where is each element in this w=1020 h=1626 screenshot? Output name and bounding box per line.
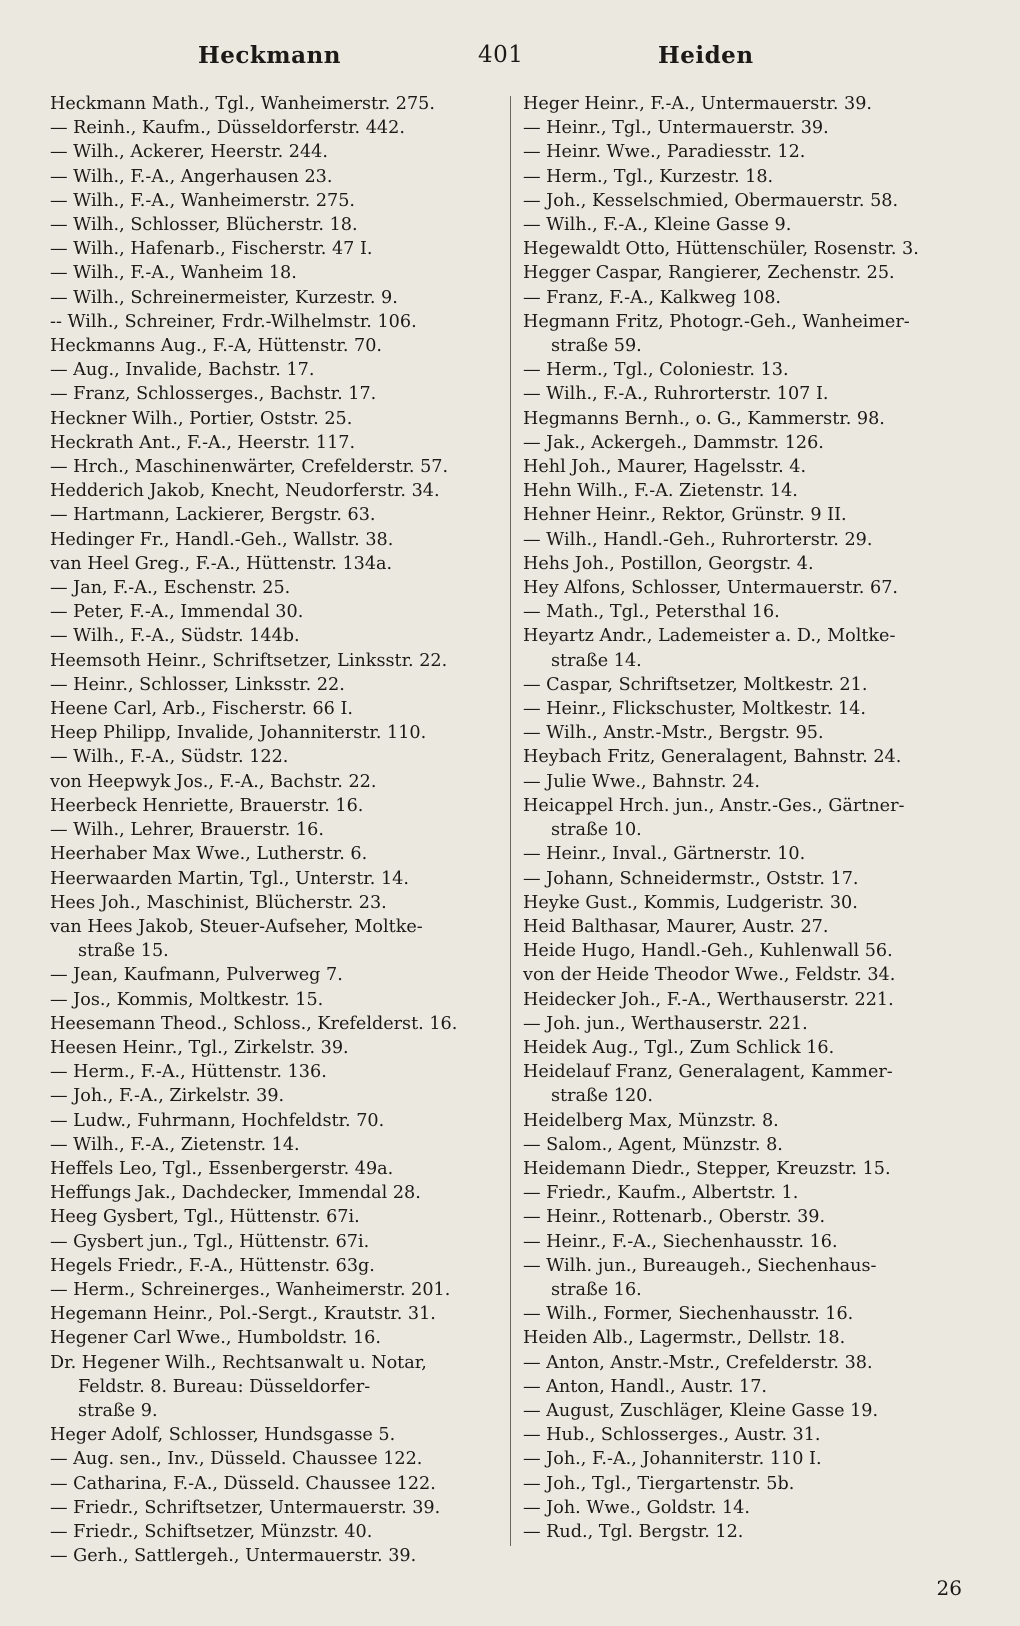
header-left-keyword: Heckmann: [198, 42, 341, 69]
directory-entry: — Herm., Tgl., Kurzestr. 18.: [523, 166, 774, 187]
directory-entry: Hey Alfons, Schlosser, Untermauerstr. 67.: [523, 578, 898, 599]
directory-entry: — Herm., F.-A., Hüttenstr. 136.: [50, 1062, 327, 1083]
directory-entry: Hehl Joh., Maurer, Hagelsstr. 4.: [523, 457, 807, 478]
directory-entry: Hegmann Fritz, Photogr.-Geh., Wanheimer-: [523, 311, 910, 332]
directory-entry: Heerwaarden Martin, Tgl., Unterstr. 14.: [50, 868, 409, 889]
directory-entry: — Joh., Kesselschmied, Obermauerstr. 58.: [523, 190, 899, 211]
directory-entry: Heicappel Hrch. jun., Anstr.-Ges., Gärtner-: [523, 795, 905, 816]
directory-entry: Heffels Leo, Tgl., Essenbergerstr. 49a.: [50, 1158, 394, 1179]
directory-entry-continuation: straße 14.: [551, 650, 642, 671]
directory-entry: Heerhaber Max Wwe., Lutherstr. 6.: [50, 844, 368, 865]
directory-entry: Heckmann Math., Tgl., Wanheimerstr. 275.: [50, 94, 435, 114]
directory-entry: Heesen Heinr., Tgl., Zirkelstr. 39.: [50, 1037, 349, 1058]
directory-entry: — Herm., Schreinerges., Wanheimerstr. 201.: [50, 1279, 451, 1300]
directory-entry: — Heinr., Rottenarb., Oberstr. 39.: [523, 1207, 826, 1228]
directory-entry: — Hub., Schlosserges., Austr. 31.: [523, 1425, 821, 1446]
directory-entry-continuation: Feldstr. 8. Bureau: Düsseldorfer-: [78, 1376, 371, 1397]
directory-entry: Heidelauf Franz, Generalagent, Kammer-: [523, 1062, 893, 1083]
directory-entry: — Hrch., Maschinenwärter, Crefelderstr. 57.: [50, 457, 449, 478]
directory-entry: — Jean, Kaufmann, Pulverweg 7.: [50, 965, 343, 986]
directory-entry: — Franz, F.-A., Kalkweg 108.: [523, 287, 781, 308]
page-header: [0, 42, 1020, 78]
directory-entry: Heidecker Joh., F.-A., Werthauserstr. 221.: [523, 989, 894, 1010]
directory-entry-continuation: straße 10.: [551, 820, 642, 841]
directory-entry: — Friedr., Kaufm., Albertstr. 1.: [523, 1183, 799, 1204]
directory-entry: — Heinr., F.-A., Siechenhausstr. 16.: [523, 1231, 838, 1252]
signature-marker: 26: [936, 1576, 962, 1600]
page-number: 401: [478, 42, 524, 68]
directory-entry: — August, Zuschläger, Kleine Gasse 19.: [523, 1400, 879, 1421]
directory-entry: Hegger Caspar, Rangierer, Zechenstr. 25.: [523, 263, 895, 284]
directory-entry: Heesemann Theod., Schloss., Krefelderst. 16.: [50, 1013, 458, 1034]
directory-entry: Heidemann Diedr., Stepper, Kreuzstr. 15.: [523, 1158, 891, 1179]
directory-entry: — Heinr., Schlosser, Linksstr. 22.: [50, 674, 345, 695]
directory-entry: Heger Heinr., F.-A., Untermauerstr. 39.: [523, 94, 873, 114]
directory-entry: Hedderich Jakob, Knecht, Neudorferstr. 34.: [50, 481, 440, 502]
directory-entry: Heidek Aug., Tgl., Zum Schlick 16.: [523, 1037, 835, 1058]
directory-entry: — Wilh., F.-A., Zietenstr. 14.: [50, 1134, 300, 1155]
directory-entry: -- Wilh., Schreiner, Frdr.-Wilhelmstr. 106.: [50, 311, 417, 332]
directory-entry: — Wilh., Ackerer, Heerstr. 244.: [50, 142, 328, 163]
directory-entry: — Wilh., Hafenarb., Fischerstr. 47 I.: [50, 239, 373, 260]
directory-entry: Heger Adolf, Schlosser, Hundsgasse 5.: [50, 1425, 396, 1446]
directory-entry-continuation: straße 15.: [78, 941, 169, 962]
directory-entry: — Aug. sen., Inv., Düsseld. Chaussee 122.: [50, 1449, 423, 1470]
directory-entry: — Wilh., F.-A., Südstr. 144b.: [50, 626, 300, 647]
directory-entry: — Jos., Kommis, Moltkestr. 15.: [50, 989, 324, 1010]
directory-entry: — Caspar, Schriftsetzer, Moltkestr. 21.: [523, 674, 868, 695]
directory-entry: — Anton, Anstr.-Mstr., Crefelderstr. 38.: [523, 1352, 873, 1373]
directory-entry: — Anton, Handl., Austr. 17.: [523, 1376, 768, 1397]
directory-entry: — Wilh., F.-A., Wanheimerstr. 275.: [50, 190, 355, 211]
directory-entry: Heep Philipp, Invalide, Johanniterstr. 110.: [50, 723, 427, 744]
directory-entry: Hegemann Heinr., Pol.-Sergt., Krautstr. 31.: [50, 1304, 436, 1325]
directory-entry: — Herm., Tgl., Coloniestr. 13.: [523, 360, 789, 381]
directory-entry: — Wilh., Handl.-Geh., Ruhrorterstr. 29.: [523, 529, 873, 550]
directory-entry: Hedinger Fr., Handl.-Geh., Wallstr. 38.: [50, 529, 394, 550]
directory-entry: — Wilh., Lehrer, Brauerstr. 16.: [50, 820, 324, 841]
header-right-keyword: Heiden: [658, 42, 754, 69]
directory-entry: Heerbeck Henriette, Brauerstr. 16.: [50, 795, 364, 816]
directory-entry: — Ludw., Fuhrmann, Hochfeldstr. 70.: [50, 1110, 385, 1131]
directory-entry: — Wilh. jun., Bureaugeh., Siechenhaus-: [523, 1255, 877, 1276]
directory-entry: Heckrath Ant., F.-A., Heerstr. 117.: [50, 432, 356, 453]
directory-entry: — Peter, F.-A., Immendal 30.: [50, 602, 304, 623]
directory-entry: — Joh., F.-A., Zirkelstr. 39.: [50, 1086, 285, 1107]
directory-entry: — Joh. jun., Werthauserstr. 221.: [523, 1013, 808, 1034]
directory-entry: Heiden Alb., Lagermstr., Dellstr. 18.: [523, 1328, 846, 1349]
directory-entry: Dr. Hegener Wilh., Rechtsanwalt u. Notar,: [50, 1352, 427, 1373]
directory-entry: — Wilh., Schreinermeister, Kurzestr. 9.: [50, 287, 398, 308]
directory-entry: van Hees Jakob, Steuer-Aufseher, Moltke-: [50, 916, 423, 937]
directory-entry: Hegewaldt Otto, Hüttenschüler, Rosenstr. 3.: [523, 239, 919, 260]
directory-entry: — Friedr., Schriftsetzer, Untermauerstr. 39.: [50, 1497, 441, 1518]
directory-entry: — Gerh., Sattlergeh., Untermauerstr. 39.: [50, 1546, 417, 1567]
directory-entry-continuation: straße 120.: [551, 1086, 653, 1107]
directory-entry: van Heel Greg., F.-A., Hüttenstr. 134a.: [50, 553, 393, 574]
directory-entry: Heckmanns Aug., F.-A, Hüttenstr. 70.: [50, 336, 382, 357]
directory-entry: Hehn Wilh., F.-A. Zietenstr. 14.: [523, 481, 798, 502]
directory-entry: Heidelberg Max, Münzstr. 8.: [523, 1110, 779, 1131]
directory-entry: — Johann, Schneidermstr., Oststr. 17.: [523, 868, 859, 889]
directory-entry: — Julie Wwe., Bahnstr. 24.: [523, 771, 760, 792]
directory-entry: — Heinr., Tgl., Untermauerstr. 39.: [523, 118, 829, 139]
directory-entry: Heide Hugo, Handl.-Geh., Kuhlenwall 56.: [523, 941, 893, 962]
directory-entry: Heyke Gust., Kommis, Ludgeristr. 30.: [523, 892, 858, 913]
directory-entry: — Hartmann, Lackierer, Bergstr. 63.: [50, 505, 376, 526]
directory-entry: Hegener Carl Wwe., Humboldstr. 16.: [50, 1328, 381, 1349]
directory-entry-continuation: straße 9.: [78, 1400, 158, 1421]
directory-entry: Heckner Wilh., Portier, Oststr. 25.: [50, 408, 353, 429]
directory-entry: — Reinh., Kaufm., Düsseldorferstr. 442.: [50, 118, 405, 139]
directory-entry: — Heinr., Flickschuster, Moltkestr. 14.: [523, 699, 866, 720]
directory-entry: — Joh., Tgl., Tiergartenstr. 5b.: [523, 1473, 795, 1494]
directory-entry: Heeg Gysbert, Tgl., Hüttenstr. 67i.: [50, 1207, 360, 1228]
directory-entry: — Joh. Wwe., Goldstr. 14.: [523, 1497, 750, 1518]
directory-entry: — Catharina, F.-A., Düsseld. Chaussee 122.: [50, 1473, 436, 1494]
directory-entry: — Wilh., F.-A., Kleine Gasse 9.: [523, 215, 792, 236]
directory-entry: — Wilh., F.-A., Südstr. 122.: [50, 747, 289, 768]
directory-entry: — Wilh., Schlosser, Blücherstr. 18.: [50, 215, 358, 236]
directory-entry: — Jan, F.-A., Eschenstr. 25.: [50, 578, 291, 599]
directory-entry: Heene Carl, Arb., Fischerstr. 66 I.: [50, 699, 353, 720]
directory-entry-continuation: straße 16.: [551, 1279, 642, 1300]
directory-entry: Hehs Joh., Postillon, Georgstr. 4.: [523, 553, 814, 574]
directory-entry: — Rud., Tgl. Bergstr. 12.: [523, 1521, 744, 1542]
column-divider: [510, 96, 511, 1546]
directory-entry: Heffungs Jak., Dachdecker, Immendal 28.: [50, 1183, 421, 1204]
directory-entry: — Wilh., F.-A., Angerhausen 23.: [50, 166, 333, 187]
directory-entry: — Math., Tgl., Petersthal 16.: [523, 602, 780, 623]
directory-entry: Hees Joh., Maschinist, Blücherstr. 23.: [50, 892, 387, 913]
left-column: [50, 92, 506, 1568]
directory-entry: Hegmanns Bernh., o. G., Kammerstr. 98.: [523, 408, 885, 429]
directory-entry: — Franz, Schlosserges., Bachstr. 17.: [50, 384, 377, 405]
directory-entry: — Salom., Agent, Münzstr. 8.: [523, 1134, 783, 1155]
directory-entry: — Gysbert jun., Tgl., Hüttenstr. 67i.: [50, 1231, 370, 1252]
directory-entry: Hegels Friedr., F.-A., Hüttenstr. 63g.: [50, 1255, 375, 1276]
directory-entry-continuation: straße 59.: [551, 336, 642, 357]
directory-entry: von Heepwyk Jos., F.-A., Bachstr. 22.: [50, 771, 377, 792]
directory-entry: — Wilh., F.-A., Wanheim 18.: [50, 263, 297, 284]
directory-entry: — Joh., F.-A., Johanniterstr. 110 I.: [523, 1449, 822, 1470]
directory-entry: Heyartz Andr., Lademeister a. D., Moltke-: [523, 626, 896, 647]
directory-entry: — Wilh., Anstr.-Mstr., Bergstr. 95.: [523, 723, 824, 744]
directory-entry: von der Heide Theodor Wwe., Feldstr. 34.: [523, 965, 896, 986]
directory-entry: — Friedr., Schiftsetzer, Münzstr. 40.: [50, 1521, 373, 1542]
directory-entry: Hehner Heinr., Rektor, Grünstr. 9 II.: [523, 505, 847, 526]
directory-entry: — Jak., Ackergeh., Dammstr. 126.: [523, 432, 824, 453]
directory-entry: — Aug., Invalide, Bachstr. 17.: [50, 360, 315, 381]
directory-entry: Heybach Fritz, Generalagent, Bahnstr. 24.: [523, 747, 902, 768]
directory-entry: Heemsoth Heinr., Schriftsetzer, Linksstr. 22.: [50, 650, 448, 671]
directory-entry: Heid Balthasar, Maurer, Austr. 27.: [523, 916, 829, 937]
directory-entry: — Heinr. Wwe., Paradiesstr. 12.: [523, 142, 806, 163]
directory-entry: — Wilh., Former, Siechenhausstr. 16.: [523, 1304, 854, 1325]
right-column: [523, 92, 991, 1544]
directory-entry: — Heinr., Inval., Gärtnerstr. 10.: [523, 844, 806, 865]
directory-entry: — Wilh., F.-A., Ruhrorterstr. 107 I.: [523, 384, 829, 405]
